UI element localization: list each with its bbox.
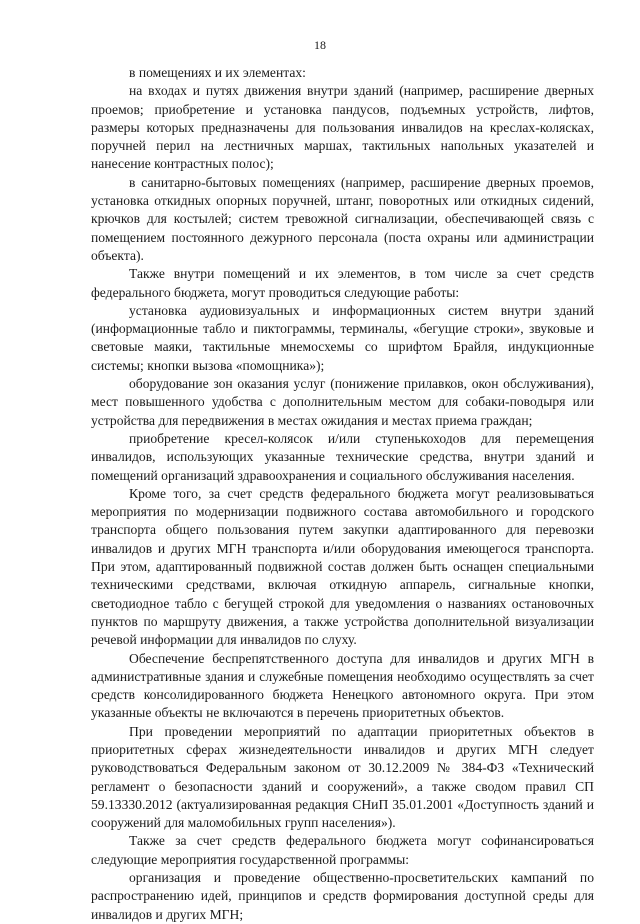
document-body — [91, 64, 594, 924]
paragraph: оборудование зон оказания услуг (понижение прилавков, окон обслуживания), мест повышенного удобства с дополнительным местом для собаки-поводыря или устройства для передвижения в местах ожидания и местах приема граждан; — [91, 376, 594, 428]
paragraph: Также за счет средств федерального бюджета могут софинансироваться следующие мероприятия государственной программы: — [91, 833, 594, 867]
paragraph: в санитарно-бытовых помещениях (например, расширение дверных проемов, установка откидных опорных поручней, штанг, поворотных или откидных сидений, крючков для костылей; систем тревожной сигнализации, обеспечивающей связь с помещением постоянного дежурного персонала (поста охраны или администрации объекта). — [91, 174, 594, 263]
paragraph: в помещениях и их элементах: — [129, 65, 306, 80]
paragraph: Кроме того, за счет средств федерального бюджета могут реализовываться мероприятия по модернизации подвижного состава автомобильного и городского транспорта общего пользования путем закупки адаптированного для перевозки инвалидов и других МГН транспорта и/или оборудования имеющегося транспорта. При этом, адаптированный подвижной состав должен быть оснащен специальными техническими средствами, включая откидную аппарель, сигнальные кнопки, светодиодное табло с бегущей строкой для уведомления о названиях остановочных пунктов по маршруту движения, а также устройства дополнительной визуализации речевой информации для инвалидов по слуху. — [91, 485, 594, 648]
paragraph: При проведении мероприятий по адаптации приоритетных объектов в приоритетных сферах жизнедеятельности инвалидов и других МГН следует руководствоваться Федеральным законом от 30.12.2009 № 384-ФЗ «Технический регламент о безопасности зданий и сооружений», а также сводом правил СП 59.13330.2012 (актуализированная редакция СНиП 35.01.2001 «Доступность зданий и сооружений для маломобильных групп населения»). — [91, 723, 594, 831]
paragraph: приобретение кресел-колясок и/или ступенькоходов для перемещения инвалидов, использующих указанные технические средства, внутри зданий и помещений организаций здравоохранения и социального обслуживания населения. — [91, 430, 594, 483]
paragraph: организация и проведение общественно-просветительских кампаний по распространению идей, принципов и средств формирования доступной среды для инвалидов и других МГН; — [91, 870, 594, 922]
page-number: 18 — [314, 38, 326, 52]
paragraph: установка аудиовизуальных и информационных систем внутри зданий (информационные табло и пиктограммы, терминалы, «бегущие строки», звуковые и световые маяки, тактильные мнемосхемы со шрифтом Брайля, индукционные системы; кнопки вызова «помощника»); — [91, 302, 594, 373]
paragraph: Также внутри помещений и их элементов, в том числе за счет средств федерального бюджета, могут проводиться следующие работы: — [91, 266, 594, 300]
paragraph: на входах и путях движения внутри зданий (например, расширение дверных проемов; приобретение и установка пандусов, подъемных устройств, лифтов, размеры которых предназначены для пользования инвалидов на креслах-колясках, поручней перил на лестничных маршах, тактильных напольных указателей и нанесение контрастных полос); — [91, 83, 594, 172]
paragraph: Обеспечение беспрепятственного доступа для инвалидов и других МГН в административные здания и служебные помещения необходимо осуществлять за счет средств консолидированного бюджета Ненецкого автономного округа. При этом указанные объекты не включаются в перечень приоритетных объектов. — [91, 650, 594, 721]
